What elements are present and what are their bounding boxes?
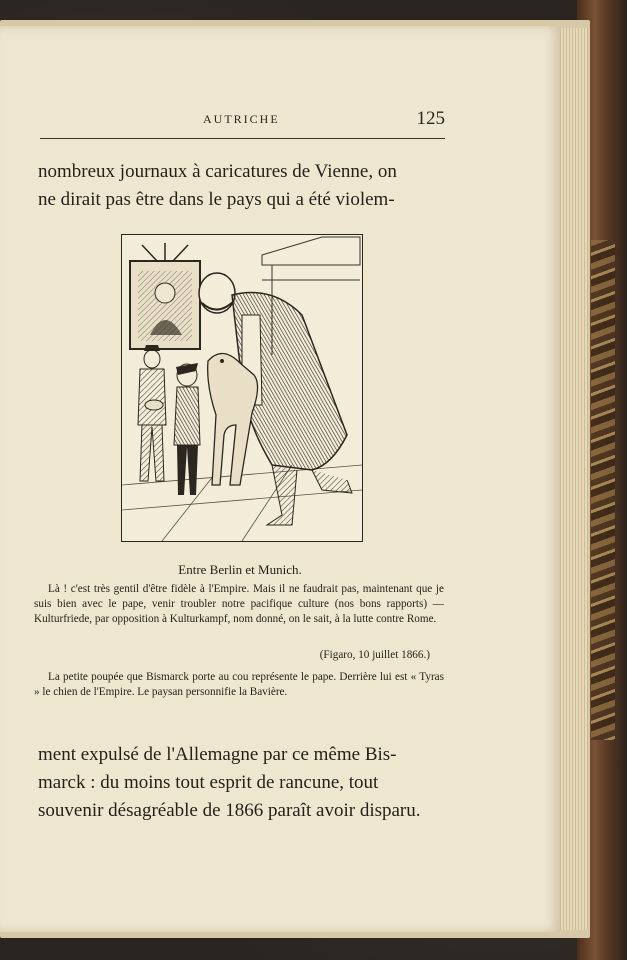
caption-quote: Là ! c'est très gentil d'être fidèle à l'Empire. Mais il ne faudrait pas, maintenant que je suis bien avec le pape, venir troubler notre pacifique culture (nos bons rapports) — Kulturfriede, par opposition à Kulturkampf, nom donné, on le sait, à la lutte contre Rome. xyxy=(34,583,444,625)
body-line: marck : du moins tout esprit de rancune, tout xyxy=(38,772,379,793)
page-edges xyxy=(558,28,588,930)
body-line: souvenir désagréable de 1866 paraît avoir disparu. xyxy=(38,800,421,821)
caption-source: (Figaro, 10 juillet 1866.) xyxy=(319,649,430,661)
illustration-engraving xyxy=(121,234,363,542)
running-head-title: AUTRICHE xyxy=(203,112,280,126)
caption-title: Entre Berlin et Munich. xyxy=(178,562,302,577)
engraving-image xyxy=(122,235,362,541)
body-line: nombreux journaux à caricatures de Vienne, on xyxy=(38,161,397,182)
page-number: 125 xyxy=(416,108,445,129)
body-line: ment expulsé de l'Allemagne par ce même Bis- xyxy=(38,744,397,765)
running-head xyxy=(40,108,445,139)
body-line: ne dirait pas être dans le pays qui a été violem- xyxy=(38,189,395,210)
caption-note: La petite poupée que Bismarck porte au cou représente le pape. Derrière lui est « Tyras » le chien de l'Empire. Le paysan personnifie la Bavière. xyxy=(34,671,444,698)
marbled-edge xyxy=(591,240,615,740)
